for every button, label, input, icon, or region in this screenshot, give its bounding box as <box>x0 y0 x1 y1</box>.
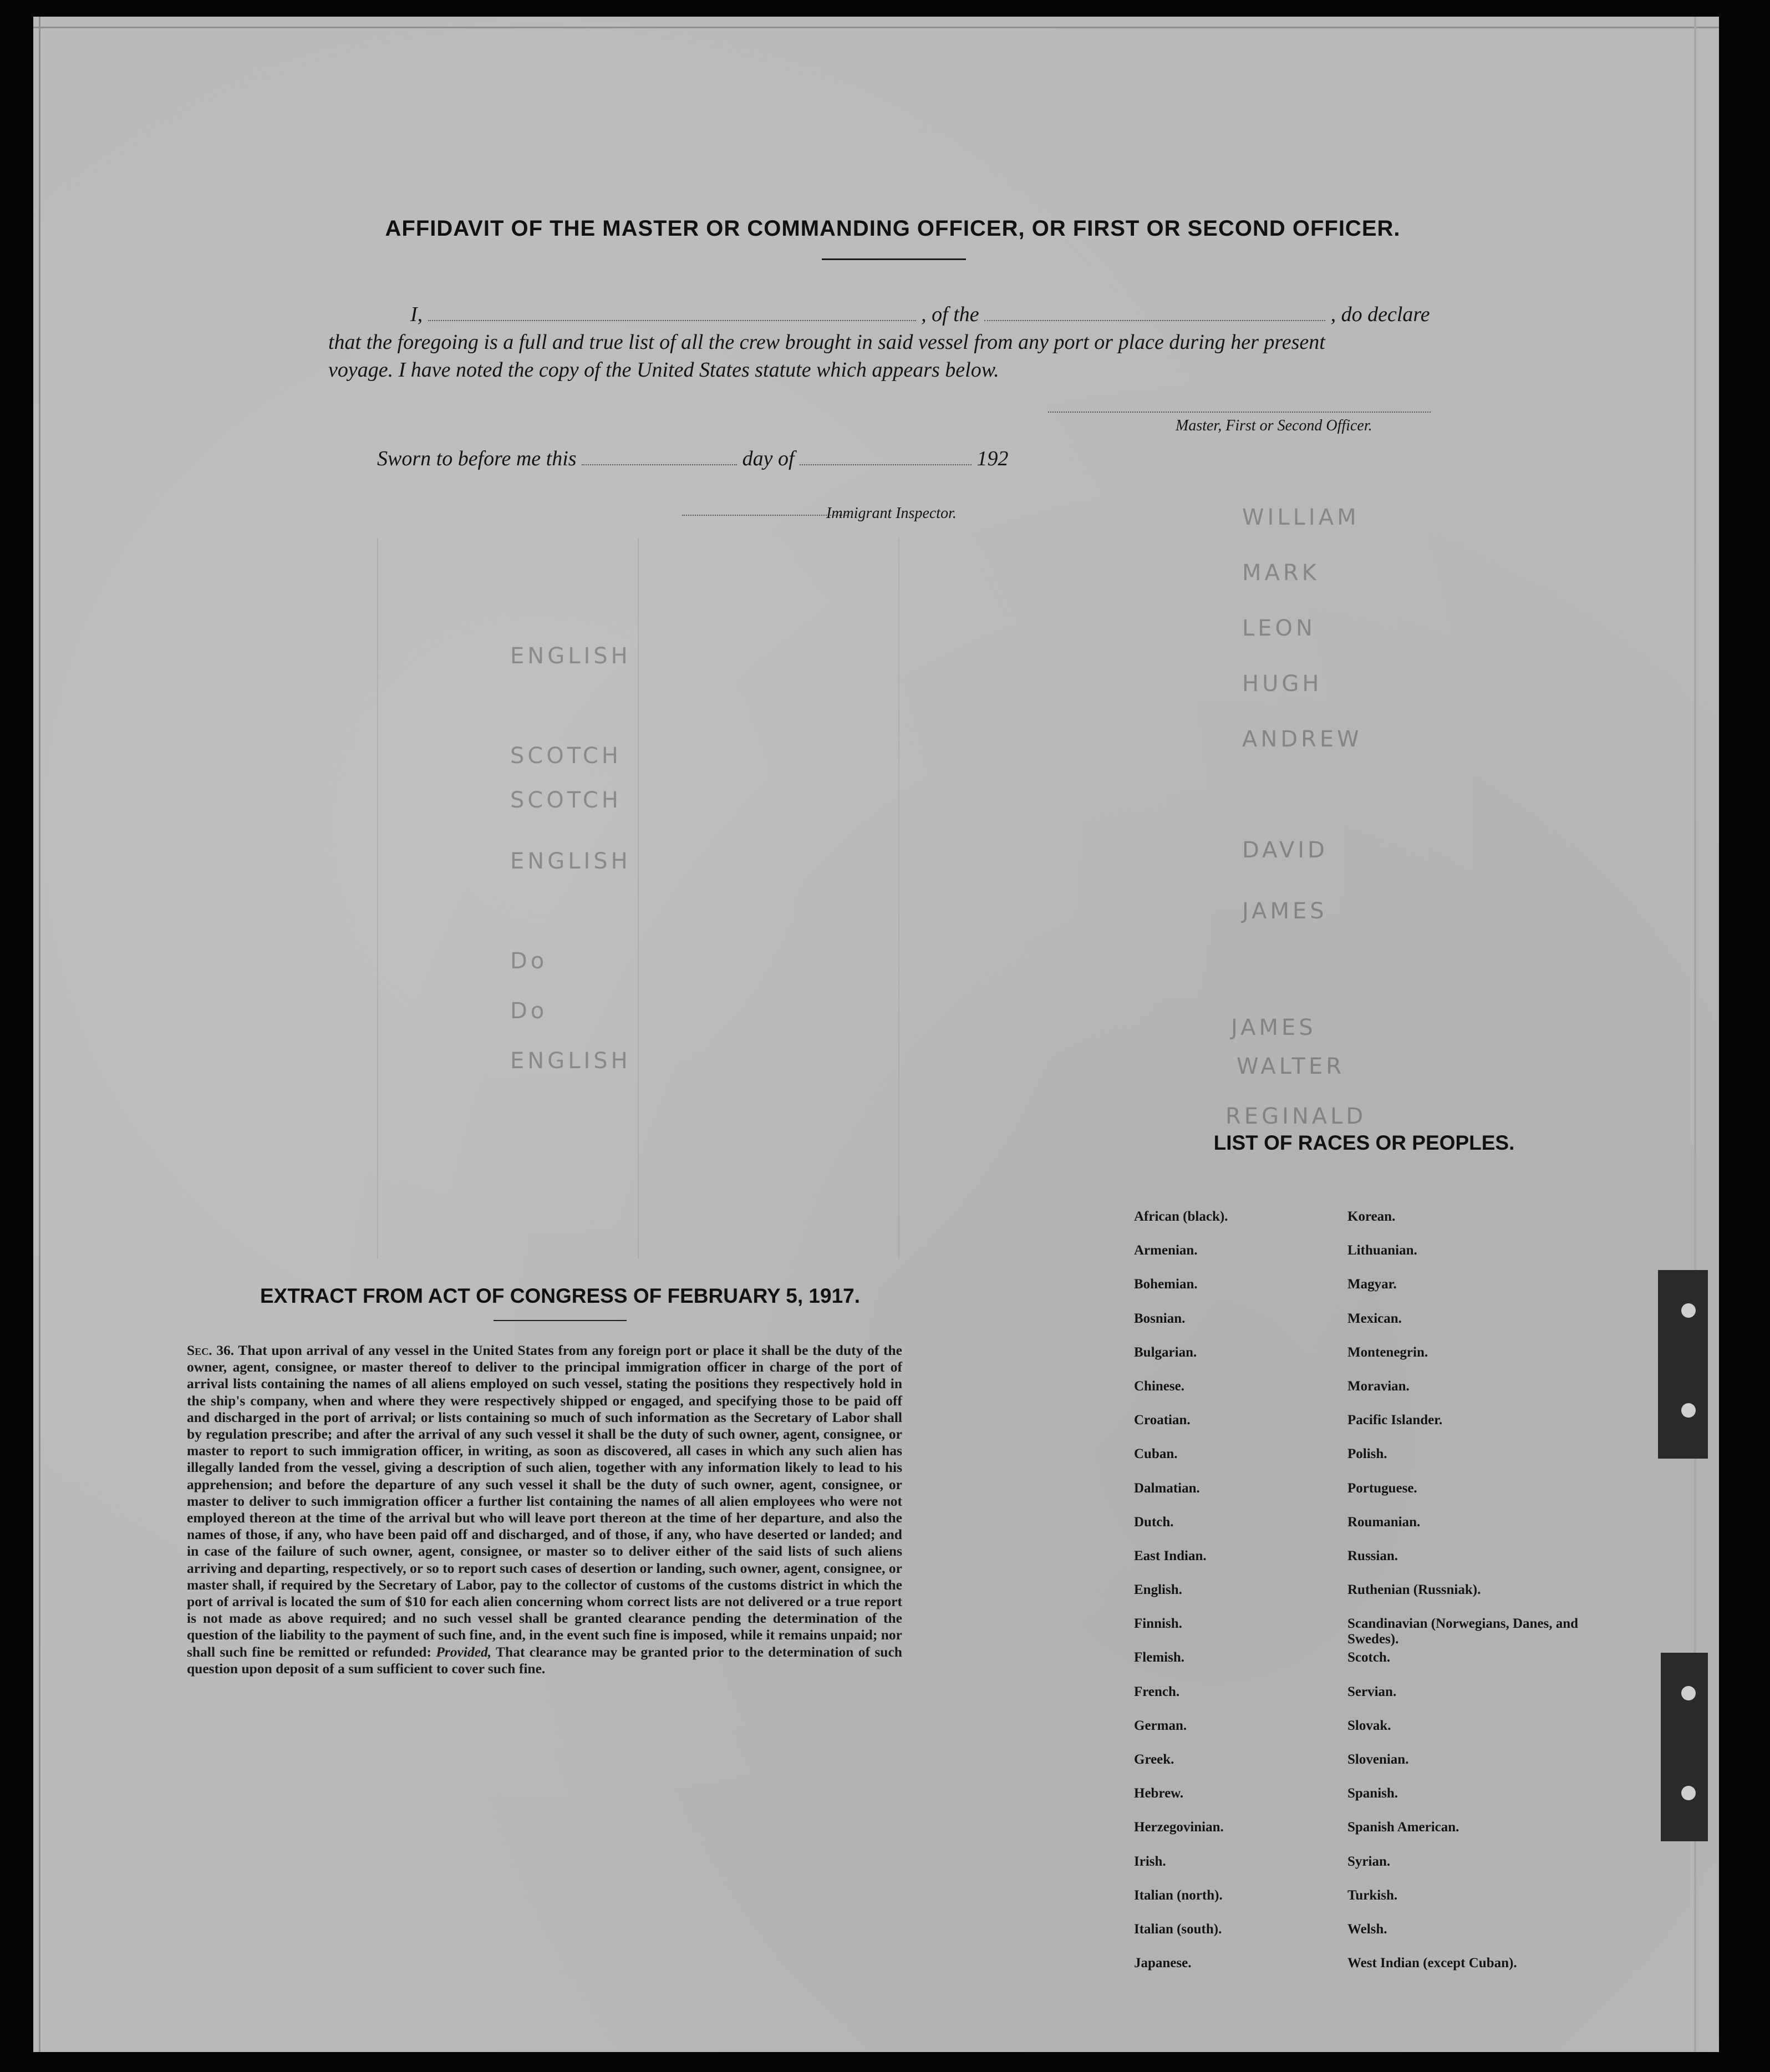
race-item: Bulgarian. <box>1134 1344 1197 1360</box>
race-item: Pacific Islander. <box>1347 1413 1443 1428</box>
race-item: Syrian. <box>1347 1853 1391 1869</box>
race-item: Spanish American. <box>1347 1820 1459 1835</box>
declaration-line-1 <box>410 302 1453 327</box>
race-item: African (black). <box>1134 1209 1228 1224</box>
race-item: Flemish. <box>1134 1650 1184 1665</box>
name-field[interactable] <box>428 303 916 321</box>
bleedthrough-word: Do <box>510 998 548 1024</box>
extract-text-end: That clearance may be granted prior to the determination of such question upon deposit of a sum sufficient to cover such fine. <box>187 1643 902 1677</box>
bleedthrough-word: REGINALD <box>1225 1104 1367 1129</box>
section-label: Sec. 36. <box>187 1342 235 1358</box>
race-item: Italian (south). <box>1134 1921 1222 1937</box>
declare-label: , do declare <box>1330 303 1430 326</box>
race-item: Italian (north). <box>1134 1887 1223 1903</box>
race-item: West Indian (except Cuban). <box>1347 1956 1517 1971</box>
bleedthrough-word: SCOTCH <box>510 743 622 769</box>
extract-underline <box>494 1320 627 1321</box>
race-item: Slovak. <box>1347 1718 1391 1733</box>
signature-line[interactable] <box>1048 412 1431 413</box>
page-top-edge <box>33 27 1719 28</box>
of-the-label: , of the <box>921 303 979 326</box>
races-left-column <box>1134 1209 1228 1989</box>
race-item: Chinese. <box>1134 1378 1184 1394</box>
sworn-label: Sworn to before me this <box>377 447 577 470</box>
race-item: Servian. <box>1347 1684 1397 1699</box>
day-of-label: day of <box>742 447 795 470</box>
race-item: Magyar. <box>1347 1277 1397 1292</box>
race-item: Turkish. <box>1347 1887 1398 1903</box>
bleed-column-rule <box>377 538 378 1259</box>
race-item: Welsh. <box>1347 1921 1387 1937</box>
race-item: Armenian. <box>1134 1243 1198 1258</box>
declaration-line-3: voyage. I have noted the copy of the United States statute which appears below. <box>328 358 999 382</box>
bleedthrough-word: ENGLISH <box>510 1048 631 1074</box>
race-item: German. <box>1134 1718 1187 1733</box>
bleedthrough-word: HUGH <box>1242 671 1323 697</box>
i-label: I, <box>410 303 423 326</box>
vessel-field[interactable] <box>984 303 1325 321</box>
binder-hole <box>1681 1686 1696 1700</box>
race-item: Mexican. <box>1347 1311 1402 1326</box>
race-item: Dalmatian. <box>1134 1480 1200 1496</box>
signature-caption: Master, First or Second Officer. <box>1176 417 1372 434</box>
bleedthrough-word: WALTER <box>1237 1054 1345 1079</box>
race-item: Bosnian. <box>1134 1311 1186 1326</box>
binder-tab <box>1661 1653 1708 1841</box>
race-item: Ruthenian (Russniak). <box>1347 1582 1481 1598</box>
declaration-line-2: that the foregoing is a full and true list of all the crew brought in said vessel from any port or place during her present <box>328 331 1325 354</box>
inspector-line[interactable] <box>682 515 848 516</box>
race-item: Portuguese. <box>1347 1480 1417 1496</box>
race-item: Scandinavian (Norwegians, Danes, and Swedes). <box>1347 1616 1579 1647</box>
sworn-day-field[interactable] <box>582 448 737 465</box>
race-item: Greek. <box>1134 1752 1174 1767</box>
provided-label: Provided, <box>436 1643 492 1660</box>
race-item: Irish. <box>1134 1853 1166 1869</box>
race-item: Moravian. <box>1347 1378 1410 1394</box>
bleedthrough-word: ANDREW <box>1242 727 1362 752</box>
sworn-line <box>377 446 1009 471</box>
race-item: Slovenian. <box>1347 1752 1409 1767</box>
race-item: Scotch. <box>1347 1650 1391 1665</box>
race-item: Spanish. <box>1347 1786 1398 1801</box>
binder-hole <box>1681 1403 1696 1418</box>
race-item: Polish. <box>1347 1446 1387 1462</box>
binder-tab <box>1658 1270 1708 1459</box>
race-item: Croatian. <box>1134 1413 1191 1428</box>
race-item: French. <box>1134 1684 1180 1699</box>
bleedthrough-word: MARK <box>1242 560 1320 586</box>
bleed-column-rule <box>638 538 639 1259</box>
race-item: Lithuanian. <box>1347 1243 1417 1258</box>
document-page <box>33 17 1719 2052</box>
extract-body <box>187 1342 902 1677</box>
bleedthrough-word: JAMES <box>1231 1015 1316 1040</box>
year-label: 192 <box>976 447 1009 470</box>
race-item: Korean. <box>1347 1209 1396 1224</box>
affidavit-title: AFFIDAVIT OF THE MASTER OR COMMANDING OFFICER, OR FIRST OR SECOND OFFICER. <box>385 216 1401 241</box>
race-item: Finnish. <box>1134 1616 1182 1632</box>
race-item: East Indian. <box>1134 1548 1207 1563</box>
races-right-column <box>1347 1209 1580 1989</box>
bleedthrough-word: WILLIAM <box>1242 505 1360 530</box>
race-item: Cuban. <box>1134 1446 1178 1462</box>
bleedthrough-word: Do <box>510 948 548 974</box>
bleedthrough-word: LEON <box>1242 616 1316 641</box>
bleed-column-rule <box>898 538 899 1259</box>
race-item: Roumanian. <box>1347 1514 1421 1530</box>
race-item: Japanese. <box>1134 1956 1192 1971</box>
bleedthrough-word: JAMES <box>1242 898 1328 924</box>
race-item: Montenegrin. <box>1347 1344 1428 1360</box>
extract-text: That upon arrival of any vessel in the United States from any foreign port or place it shall be the duty of the owner, agent, consignee, or master thereof to deliver to the principal immigration officer in charge of the port of arrival lists containing the names of all aliens employed on such vessel, stating the positions they respectively hold in the ship's company, when and where they were respectively shipped or engaged, and specifying those to be paid off and discharged in the port of arrival; or lists containing so much of such information as the Secretary of Labor shall by regulation prescribe; and after the arrival of any such vessel it shall be the duty of such owner, agent, consignee, or master to report to such immigration officer, in writing, as soon as discovered, all cases in which any such alien has illegally landed from the vessel, giving a description of such alien, together with any information likely to lead to his apprehension; and before the departure of any such vessel it shall be the duty of such owner, agent, consignee, or master to deliver to such immigration officer a further list containing the names of all alien employees who were not employed thereon at the time of the arrival but who will leave port thereon at the time of her departure, and also the names of those, if any, who have been paid off and discharged, and of those, if any, who have deserted or landed; and in case of the failure of such owner, agent, consignee, or master so to deliver either of the said lists of such aliens arriving and departing, respectively, or so to report such cases of desertion or landing, such owner, agent, consignee, or master shall, if required by the Secretary of Labor, pay to the collector of customs of the customs district in which the port of arrival is located the sum of $10 for each alien concerning whom correct lists are not delivered or a true report is not made as above required; and no such vessel shall be granted clearance pending the determination of the question of the liability to the payment of such fine, and, in the event such fine is imposed, while it remains unpaid; nor shall such fine be remitted or refunded: <box>187 1342 902 1660</box>
sworn-month-field[interactable] <box>800 448 972 465</box>
race-item: Herzegovinian. <box>1134 1820 1224 1835</box>
bleedthrough-word: DAVID <box>1242 837 1328 863</box>
race-item: Bohemian. <box>1134 1277 1198 1292</box>
bleedthrough-word: ENGLISH <box>510 849 631 874</box>
inspector-caption: Immigrant Inspector. <box>826 505 957 522</box>
bleedthrough-word: ENGLISH <box>510 643 631 669</box>
title-underline <box>822 258 966 260</box>
race-item: English. <box>1134 1582 1182 1598</box>
race-item: Dutch. <box>1134 1514 1174 1530</box>
race-item: Russian. <box>1347 1548 1398 1563</box>
races-title: LIST OF RACES OR PEOPLES. <box>1213 1131 1515 1154</box>
page-left-edge <box>39 17 40 2052</box>
bleedthrough-word: SCOTCH <box>510 788 622 813</box>
binder-hole <box>1681 1786 1696 1800</box>
race-item: Hebrew. <box>1134 1786 1184 1801</box>
binder-hole <box>1681 1303 1696 1318</box>
extract-title: EXTRACT FROM ACT OF CONGRESS OF FEBRUARY 5, 1917. <box>260 1284 861 1307</box>
